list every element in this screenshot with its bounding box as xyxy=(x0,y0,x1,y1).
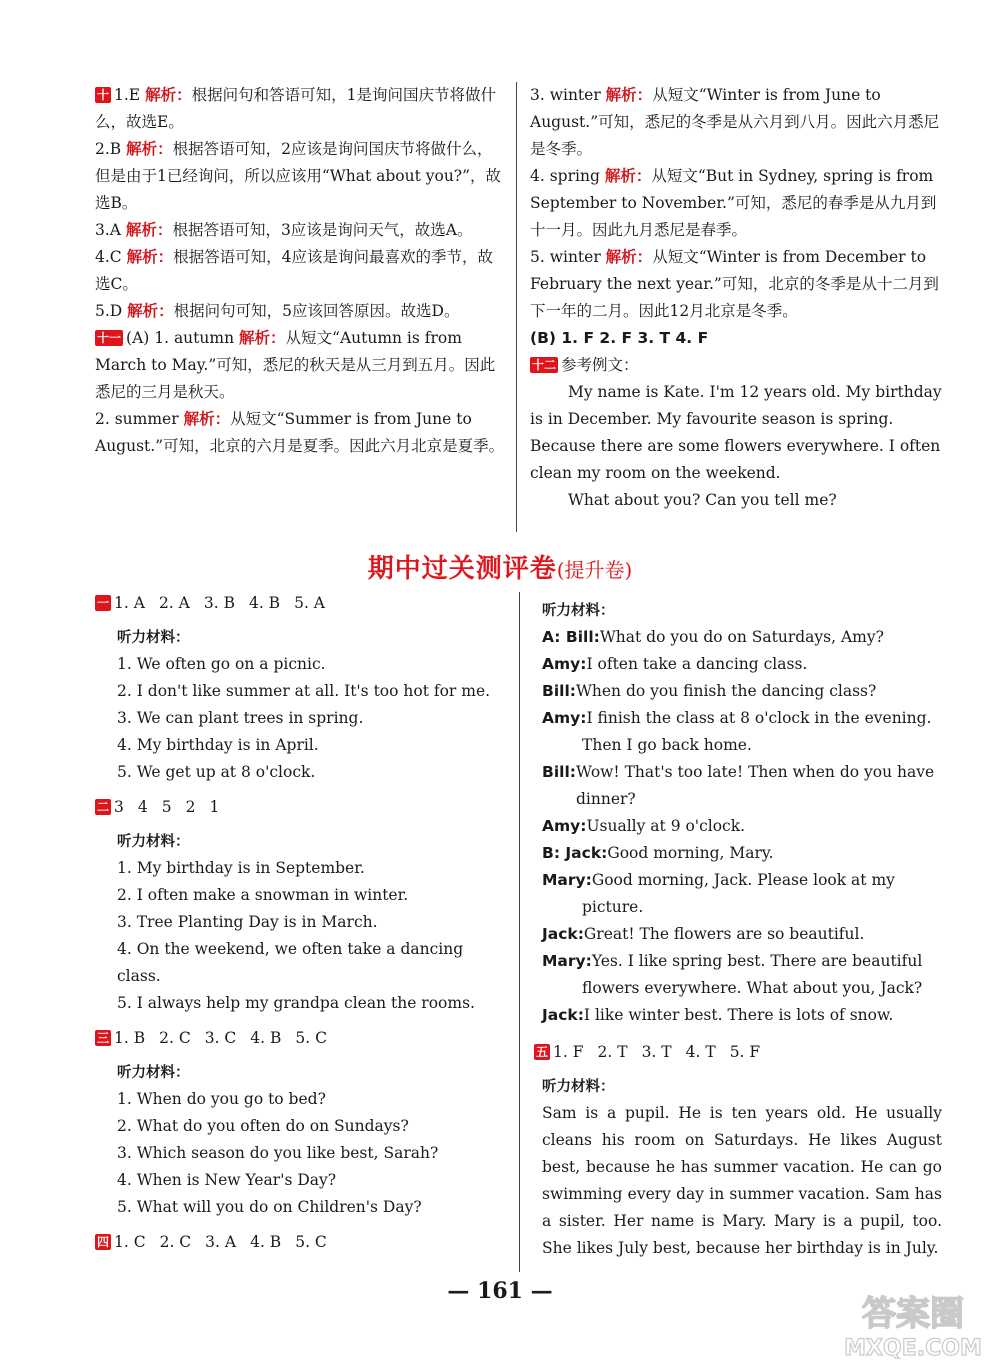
listening-item: 5. I always help my grandpa clean the rooms. xyxy=(117,994,475,1012)
answer-11-b: (B) 1. F 2. F 3. T 4. F xyxy=(530,329,709,347)
section-4-answers: 四 1. C 2. C 3. A 4. B 5. C xyxy=(97,1233,327,1251)
answer-11-1: 十一 (A) 1. autumn 解析：从短文“Autumn is from March to May.”可知，悉尼的秋天是从三月到五月。因此悉尼的三月是秋天。 xyxy=(95,329,496,401)
answer-11-3: 3. winter 解析：从短文“Winter is from June to August.”可知，悉尼的冬季是从六月到八月。因此六月悉尼是冬季。 xyxy=(530,86,940,158)
listening-item: 3. Tree Planting Day is in March. xyxy=(117,913,378,931)
dialog-line: Amy:I finish the class at 8 o'clock in the evening. Then I go back home. xyxy=(542,709,932,754)
answer-11-5: 5. winter 解析：从短文“Winter is from December to February the next year.”可知，北京的冬季是从十二月到下一年的二月。因此12月北京是冬季。 xyxy=(530,248,939,320)
listening-item: 2. I don't like summer at all. It's too hot for me. xyxy=(117,682,491,700)
svg-text:答案圈: 答案圈 xyxy=(862,1294,964,1334)
dialog-line: Mary:Yes. I like spring best. There are beautiful flowers everywhere. What about you, Jack? xyxy=(542,952,923,997)
dialog-line: B: Jack:Good morning, Mary. xyxy=(542,844,774,862)
answer-11-2: 2. summer 解析：从短文“Summer is from June to August.”可知，北京的六月是夏季。因此六月北京是夏季。 xyxy=(95,410,505,455)
listening-heading: 听力材料： xyxy=(542,1079,615,1095)
reference-essay: My name is Kate. I'm 12 years old. My birthday is in December. My favourite season is spring. Because there are some flowers everywhere. I often clean my room on the weekend. xyxy=(530,383,942,482)
listening-item: 1. When do you go to bed? xyxy=(117,1090,326,1108)
column-divider-top xyxy=(516,82,517,532)
listening-item: 2. I often make a snowman in winter. xyxy=(117,886,409,904)
dialog-line: Mary:Good morning, Jack. Please look at my picture. xyxy=(542,871,895,916)
listening-item: 4. On the weekend, we often take a dancing class. xyxy=(117,940,464,985)
top-left-column xyxy=(95,82,507,460)
dialog-line: Amy:I often take a dancing class. xyxy=(542,655,808,673)
exam-title xyxy=(0,548,1000,585)
dialog-line: Jack:Great! The flowers are so beautiful. xyxy=(542,925,865,943)
answer-10-2: 2.B 解析：根据答语可知，2应该是询问国庆节将做什么，但是由于1已经询问，所以应该用“What about you?”，故选B。 xyxy=(95,140,502,212)
section-badge-1: 一 xyxy=(97,596,110,610)
answer-11-4: 4. spring 解析：从短文“But in Sydney, spring is from September to November.”可知，悉尼的春季是从九月到十一月。因此九月悉尼是春季。 xyxy=(530,167,937,239)
section-badge-2: 二 xyxy=(97,800,110,814)
dialog-line: Bill:Wow! That's too late! Then when do you have dinner? xyxy=(542,763,935,808)
listening-item: 5. We get up at 8 o'clock. xyxy=(117,763,316,781)
bottom-left-column xyxy=(95,590,507,1256)
listening-heading: 听力材料： xyxy=(542,603,615,619)
reference-heading: 十二 参考例文： xyxy=(532,356,639,374)
svg-text:MXQE.COM: MXQE.COM xyxy=(844,1336,982,1361)
dialog-line: Jack:I like winter best. There is lots of snow. xyxy=(542,1006,894,1024)
answer-10-3: 3.A 解析：根据答语可知，3应该是询问天气，故选A。 xyxy=(95,221,473,239)
section-badge-10: 十 xyxy=(97,88,110,102)
reference-essay-end: What about you? Can you tell me? xyxy=(568,491,837,509)
section-3-answers: 三 1. B 2. C 3. C 4. B 5. C xyxy=(97,1029,327,1047)
watermark-logo xyxy=(838,1283,988,1363)
section-1-answers: 一 1. A 2. A 3. B 4. B 5. A xyxy=(97,594,325,612)
title-main: 期中过关测评卷 xyxy=(367,554,557,584)
section-badge-4: 四 xyxy=(97,1235,110,1249)
dialog-line: Amy:Usually at 9 o'clock. xyxy=(542,817,746,835)
page-number: — 161 — xyxy=(447,1278,553,1304)
listening-passage: Sam is a pupil. He is ten years old. He usually cleans his room on Saturdays. He likes August best, because he has summer vacation. He can go swimming every day in summer vacation. Sam has a sister. Her name is Mary. Mary is a pupil, too. She likes July best, because her birthday is in July. xyxy=(542,1104,942,1257)
answer-10-4: 4.C 解析：根据答语可知，4应该是询问最喜欢的季节，故选C。 xyxy=(95,248,493,293)
section-badge-3: 三 xyxy=(97,1031,110,1045)
listening-item: 4. When is New Year's Day? xyxy=(117,1171,337,1189)
bottom-right-column xyxy=(536,598,942,1262)
listening-item: 1. We often go on a picnic. xyxy=(117,655,326,673)
dialog-line: A: Bill:What do you do on Saturdays, Amy? xyxy=(542,628,884,646)
top-right-column xyxy=(530,82,942,514)
title-sub: (提升卷) xyxy=(556,558,633,582)
section-badge-12: 十二 xyxy=(532,358,557,372)
listening-heading: 听力材料： xyxy=(117,834,190,850)
answer-10-5: 5.D 解析：根据问句可知，5应该回答原因。故选D。 xyxy=(95,302,460,320)
listening-item: 4. My birthday is in April. xyxy=(117,736,319,754)
listening-item: 1. My birthday is in September. xyxy=(117,859,365,877)
listening-item: 5. What will you do on Children's Day? xyxy=(117,1198,422,1216)
listening-item: 3. We can plant trees in spring. xyxy=(117,709,364,727)
dialog-line: Bill:When do you finish the dancing class? xyxy=(542,682,877,700)
listening-item: 3. Which season do you like best, Sarah? xyxy=(117,1144,439,1162)
section-2-answers: 二 3 4 5 2 1 xyxy=(97,798,220,816)
column-divider-bottom xyxy=(519,592,520,1272)
section-badge-11: 十一 xyxy=(97,331,122,345)
listening-item: 2. What do you often do on Sundays? xyxy=(117,1117,409,1135)
answer-10-1: 十 1.E 解析：根据问句和答语可知，1是询问国庆节将做什么，故选E。 xyxy=(95,86,496,131)
listening-heading: 听力材料： xyxy=(117,630,190,646)
section-5-answers: 五 1. F 2. T 3. T 4. T 5. F xyxy=(536,1043,761,1061)
listening-heading: 听力材料： xyxy=(117,1065,190,1081)
section-badge-5: 五 xyxy=(536,1045,549,1059)
